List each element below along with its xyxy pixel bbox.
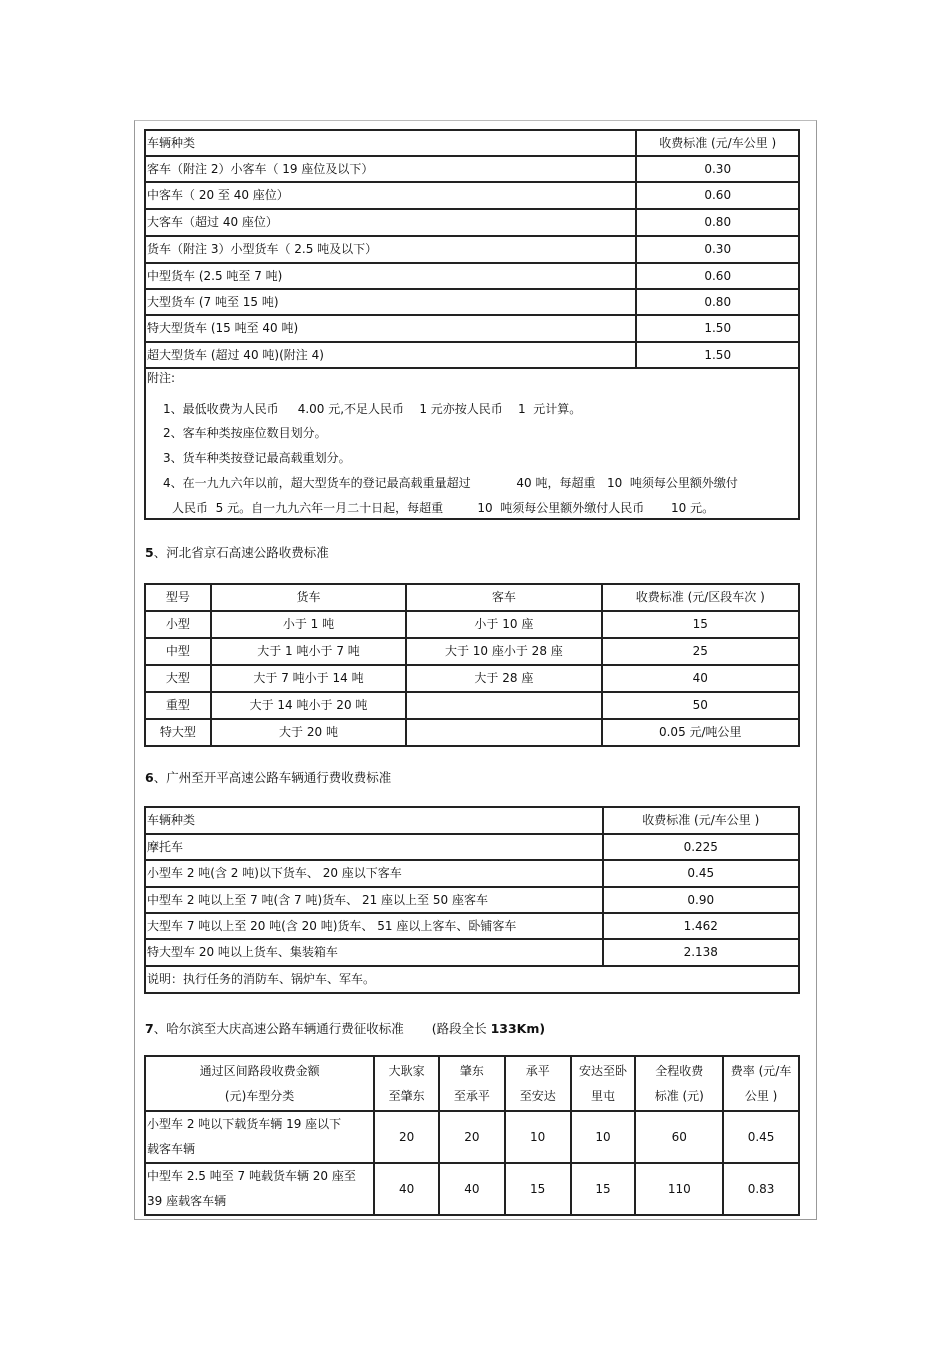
table-row — [145, 887, 799, 913]
header-line: 至安达 — [519, 1088, 556, 1103]
notes-title: 附注: — [147, 371, 176, 385]
vehicle-type: 超大型货车 (超过 40 吨)(附注 4) — [145, 342, 636, 368]
header-bus: 客车 — [406, 584, 601, 611]
header-total — [635, 1056, 723, 1111]
cell: 中型 — [145, 638, 211, 665]
rate-value: 0.60 — [636, 182, 799, 209]
cell: 小型 — [145, 611, 211, 638]
toll-table-6 — [144, 806, 800, 994]
cell: 大型 — [145, 665, 211, 692]
vehicle-type: 大型车 7 吨以上至 20 吨(含 20 吨)货车、 51 座以上客车、卧铺客车 — [145, 913, 603, 939]
cell: 20 — [374, 1111, 439, 1163]
label-line: 39 座载客车辆 — [147, 1194, 227, 1208]
header-line: 大耿家 — [388, 1063, 425, 1078]
header-line: 承平 — [525, 1063, 550, 1078]
cell: 0.83 — [723, 1163, 799, 1215]
table-row — [145, 939, 799, 966]
table-row — [145, 182, 799, 209]
header-line: 公里 ) — [744, 1088, 778, 1103]
toll-table-5 — [144, 583, 800, 747]
header-rate — [723, 1056, 799, 1111]
vehicle-type: 货车（附注 3）小型货车（ 2.5 吨及以下） — [145, 236, 636, 263]
rate-value: 1.462 — [603, 913, 799, 939]
header-rate: 收费标准 (元/车公里 ) — [603, 807, 799, 834]
cell: 10 — [505, 1111, 571, 1163]
rate-value: 0.60 — [636, 263, 799, 289]
vehicle-type: 中型车 2 吨以上至 7 吨(含 7 吨)货车、 21 座以上至 50 座客车 — [145, 887, 603, 913]
table-row — [145, 860, 799, 887]
header-segment — [439, 1056, 505, 1111]
cell: 40 — [602, 665, 799, 692]
table-row — [145, 638, 799, 665]
cell — [406, 719, 601, 746]
table1-header-vehicle: 车辆种类 — [145, 130, 636, 156]
vehicle-class — [145, 1163, 374, 1215]
header-classification — [145, 1056, 374, 1111]
section6-note: 说明：执行任务的消防车、锅炉车、军车。 — [145, 966, 799, 993]
table-row — [145, 1163, 799, 1215]
header-segment — [505, 1056, 571, 1111]
section6-number: 6 — [145, 770, 154, 785]
header-line: 至承平 — [453, 1088, 490, 1103]
cell: 大于 1 吨小于 7 吨 — [211, 638, 406, 665]
rate-value: 0.30 — [636, 236, 799, 263]
section6-heading — [145, 768, 391, 786]
vehicle-type: 中型货车 (2.5 吨至 7 吨) — [145, 263, 636, 289]
cell: 15 — [602, 611, 799, 638]
table-row — [145, 665, 799, 692]
table-row — [145, 209, 799, 236]
section6-title: 、广州至开平高速公路车辆通行费收费标准 — [153, 770, 392, 785]
header-line: 费率 (元/车 — [730, 1063, 792, 1078]
vehicle-type: 特大型货车 (15 吨至 40 吨) — [145, 315, 636, 342]
note-line: 1、最低收费为人民币 4.00 元,不足人民币 1 元亦按人民币 1 元计算。 — [163, 402, 582, 416]
cell: 小于 10 座 — [406, 611, 601, 638]
header-model: 型号 — [145, 584, 211, 611]
vehicle-type: 大型货车 (7 吨至 15 吨) — [145, 289, 636, 315]
section5-heading — [145, 543, 329, 561]
header-line: 全程收费 — [655, 1063, 704, 1078]
header-line: (元)车型分类 — [224, 1088, 295, 1103]
cell: 大于 14 吨小于 20 吨 — [211, 692, 406, 719]
note-line: 4、在一九九六年以前，超大型货车的登记最高载重量超过 40 吨，每超重 10 吨须每公里额外缴付 — [163, 476, 738, 490]
rate-value: 0.30 — [636, 156, 799, 182]
table-row — [145, 289, 799, 315]
header-truck: 货车 — [211, 584, 406, 611]
header-line: 通过区间路段收费金额 — [199, 1063, 320, 1078]
vehicle-type: 客车（附注 2）小客车（ 19 座位及以下） — [145, 156, 636, 182]
table1-header-rate: 收费标准 (元/车公里 ) — [636, 130, 799, 156]
vehicle-type: 摩托车 — [145, 834, 603, 860]
table-row — [145, 692, 799, 719]
cell: 15 — [505, 1163, 571, 1215]
table-row — [145, 913, 799, 939]
header-vehicle: 车辆种类 — [145, 807, 603, 834]
table-row — [145, 611, 799, 638]
cell: 大于 20 吨 — [211, 719, 406, 746]
section7-number: 7 — [145, 1021, 154, 1036]
cell: 110 — [635, 1163, 723, 1215]
section7-subtitle: (路段全长 — [431, 1021, 491, 1036]
rate-value: 1.50 — [636, 342, 799, 368]
cell: 60 — [635, 1111, 723, 1163]
cell: 重型 — [145, 692, 211, 719]
cell: 15 — [571, 1163, 636, 1215]
rate-value: 2.138 — [603, 939, 799, 966]
section7-heading — [145, 1019, 545, 1037]
cell: 大于 10 座小于 28 座 — [406, 638, 601, 665]
vehicle-type: 大客车（超过 40 座位） — [145, 209, 636, 236]
header-segment — [571, 1056, 636, 1111]
header-line: 里屯 — [590, 1088, 615, 1103]
note-line: 2、客车种类按座位数目划分。 — [163, 426, 327, 440]
section7-title: 、哈尔滨至大庆高速公路车辆通行费征收标准 — [153, 1021, 404, 1036]
cell: 大于 28 座 — [406, 665, 601, 692]
cell: 小于 1 吨 — [211, 611, 406, 638]
rate-value: 0.90 — [603, 887, 799, 913]
section5-number: 5 — [145, 545, 154, 560]
rate-value: 0.45 — [603, 860, 799, 887]
label-line: 小型车 2 吨以下载货车辆 19 座以下 — [147, 1117, 342, 1131]
table-row — [145, 156, 799, 182]
cell: 特大型 — [145, 719, 211, 746]
label-line: 载客车辆 — [147, 1142, 196, 1156]
vehicle-type: 小型车 2 吨(含 2 吨)以下货车、 20 座以下客车 — [145, 860, 603, 887]
section5-title: 、河北省京石高速公路收费标准 — [153, 545, 329, 560]
cell: 50 — [602, 692, 799, 719]
vehicle-type: 特大型车 20 吨以上货车、集装箱车 — [145, 939, 603, 966]
header-line: 肇东 — [459, 1063, 484, 1078]
table-row — [145, 342, 799, 368]
table-row — [145, 1111, 799, 1163]
cell: 0.45 — [723, 1111, 799, 1163]
vehicle-type: 中客车（ 20 至 40 座位） — [145, 182, 636, 209]
header-segment — [374, 1056, 439, 1111]
header-line: 安达至卧 — [578, 1063, 627, 1078]
cell: 大于 7 吨小于 14 吨 — [211, 665, 406, 692]
header-line: 至肇东 — [388, 1088, 425, 1103]
rate-value: 0.80 — [636, 209, 799, 236]
header-line: 标准 (元) — [654, 1088, 704, 1103]
cell: 10 — [571, 1111, 636, 1163]
table-row — [145, 315, 799, 342]
rate-value: 0.80 — [636, 289, 799, 315]
cell: 20 — [439, 1111, 505, 1163]
table-row — [145, 834, 799, 860]
table-row — [145, 719, 799, 746]
note-line: 3、货车种类按登记最高载重划分。 — [163, 451, 351, 465]
section7-length: 133Km) — [490, 1021, 546, 1036]
cell: 0.05 元/吨公里 — [602, 719, 799, 746]
table1-notes — [145, 368, 799, 519]
table-row — [145, 263, 799, 289]
label-line: 中型车 2.5 吨至 7 吨载货车辆 20 座至 — [147, 1169, 356, 1183]
vehicle-class — [145, 1111, 374, 1163]
rate-value: 0.225 — [603, 834, 799, 860]
cell — [406, 692, 601, 719]
cell: 25 — [602, 638, 799, 665]
rate-value: 1.50 — [636, 315, 799, 342]
table-row — [145, 236, 799, 263]
cell: 40 — [439, 1163, 505, 1215]
header-rate: 收费标准 (元/区段车次 ) — [602, 584, 799, 611]
note-line: 人民币 5 元。自一九九六年一月二十日起，每超重 10 吨须每公里额外缴付人民币 10 元。 — [172, 501, 715, 515]
toll-table-7 — [144, 1055, 800, 1216]
cell: 40 — [374, 1163, 439, 1215]
